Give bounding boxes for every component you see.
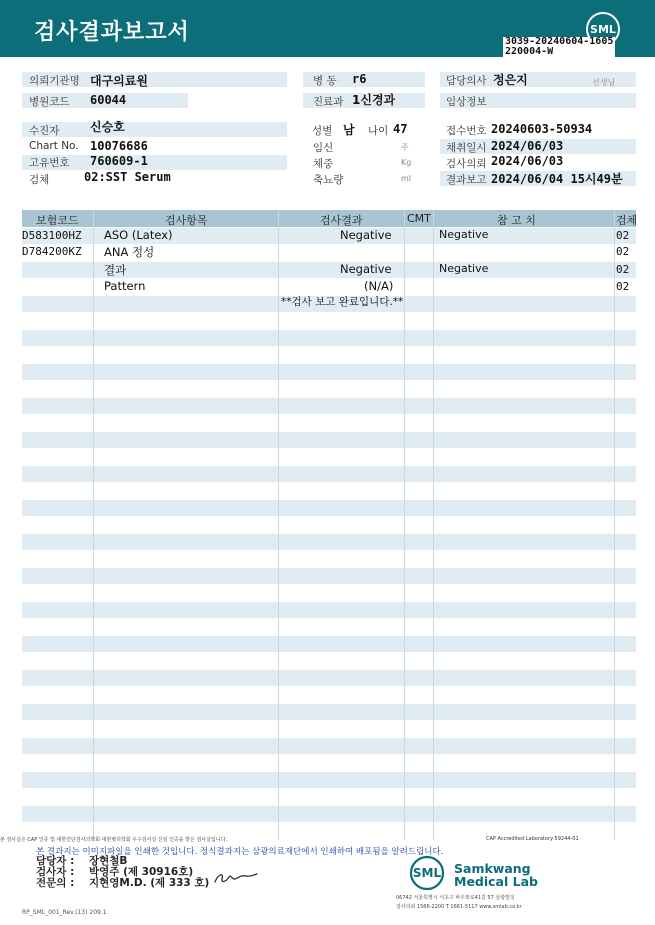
hospital-code-value: 60044 bbox=[90, 93, 127, 107]
sml-logo-text: SML bbox=[590, 23, 616, 36]
table-stripe bbox=[22, 568, 636, 584]
table-stripe bbox=[22, 704, 636, 720]
page-title: 검사결과보고서 bbox=[34, 20, 190, 45]
doctor-suffix: 선생님 bbox=[592, 78, 616, 87]
dept-label: 진료과 bbox=[313, 96, 344, 108]
row-result: Negative bbox=[340, 228, 392, 242]
table-stripe bbox=[22, 330, 636, 346]
row-code: D784200KZ bbox=[22, 245, 82, 258]
ward-value: r6 bbox=[352, 72, 367, 86]
row-item: Pattern bbox=[104, 279, 146, 293]
table-stripe bbox=[22, 636, 636, 652]
hospital-code-label: 병원코드 bbox=[29, 96, 70, 108]
certification-text: 본 검사실은 CAP 인증 및 대한진단검사의학회·대한병리학회 우수검사실 신임 인증을 받은 검사실입니다. bbox=[0, 837, 228, 843]
row-item: ANA 정성 bbox=[104, 245, 155, 259]
clinical-label: 임상정보 bbox=[446, 96, 487, 108]
col-header-code: 보험코드 bbox=[36, 214, 79, 227]
receipt-label: 접수번호 bbox=[446, 125, 487, 137]
specimen-id bbox=[503, 37, 615, 57]
specimen-id-line1: 3039-20240604-1605 bbox=[505, 36, 614, 47]
row-specimen: 02 bbox=[616, 263, 630, 276]
row-specimen: 02 bbox=[616, 280, 630, 293]
receipt-value: 20240603-50934 bbox=[491, 122, 593, 136]
table-stripe bbox=[22, 398, 636, 414]
column-divider bbox=[433, 210, 434, 840]
col-header-result: 검사결과 bbox=[320, 214, 363, 227]
patient-label: 수진자 bbox=[29, 125, 60, 137]
column-divider bbox=[93, 210, 94, 840]
table-stripe bbox=[22, 738, 636, 754]
sex-value: 남 bbox=[343, 123, 355, 137]
row-specimen: 02 bbox=[616, 229, 630, 242]
weight-unit: Kg bbox=[401, 158, 412, 167]
table-stripe bbox=[22, 466, 636, 482]
request-label: 검사의뢰 bbox=[446, 158, 487, 170]
column-divider bbox=[404, 210, 405, 840]
row-result: Negative bbox=[340, 262, 392, 276]
staff-role: 담당자 : bbox=[36, 855, 75, 867]
id-label: 고유번호 bbox=[29, 157, 70, 169]
table-stripe bbox=[22, 364, 636, 380]
row-reference: Negative bbox=[439, 228, 489, 241]
image-print-notice: 본 결과지는 이미지파일을 인쇄한 것입니다. 정식결과지는 삼광의료재단에서 인쇄하여 배포됨을 알려드립니다. bbox=[36, 847, 444, 857]
signature-icon bbox=[212, 868, 260, 886]
patient-value: 신승호 bbox=[90, 120, 125, 134]
patient-row bbox=[22, 122, 287, 137]
doctor-value: 정은지 bbox=[493, 73, 528, 87]
age-label: 나이 bbox=[368, 125, 389, 137]
report-label: 결과보고 bbox=[446, 174, 487, 186]
lab-name-line2: Medical Lab bbox=[454, 874, 538, 889]
row-result: (N/A) bbox=[364, 279, 394, 293]
request-value: 2024/06/03 bbox=[491, 154, 564, 168]
row-item: ASO (Latex) bbox=[104, 228, 173, 242]
chart-no-value: 10076686 bbox=[90, 139, 148, 153]
urine-unit: ml bbox=[401, 174, 412, 183]
lab-address: 06742 서울특별시 서초구 바우뫼로41길 57 삼광빌딩 bbox=[396, 895, 515, 901]
collect-value: 2024/06/03 bbox=[491, 139, 564, 153]
form-code: RP_SML_001_Rev.(13) 209.1 bbox=[22, 909, 107, 916]
specimen-id-line2: 220004-W bbox=[505, 46, 554, 57]
column-divider bbox=[278, 210, 279, 840]
row-code: D583100HZ bbox=[22, 229, 82, 242]
table-stripe bbox=[22, 806, 636, 822]
staff-name: 장현철B bbox=[89, 855, 128, 867]
specimen-value: 02:SST Serum bbox=[84, 170, 171, 184]
pregnancy-label: 임신 bbox=[313, 142, 334, 154]
dept-value: 1신경과 bbox=[352, 93, 396, 107]
column-divider bbox=[614, 210, 615, 840]
table-stripe bbox=[22, 500, 636, 516]
staff-role: 검사자 : bbox=[36, 866, 75, 878]
institution-value: 대구의료원 bbox=[90, 74, 148, 88]
id-value: 760609-1 bbox=[90, 154, 148, 168]
row-item: 결과 bbox=[104, 263, 127, 277]
doctor-label: 담당의사 bbox=[446, 75, 487, 87]
col-header-cmt: CMT bbox=[407, 212, 431, 225]
staff-name: 박영주 (제 30916호) bbox=[89, 866, 194, 878]
staff-name: 지현영M.D. (제 333 호) bbox=[89, 877, 210, 889]
lab-logo-text: SML bbox=[412, 866, 442, 880]
table-stripe bbox=[22, 534, 636, 550]
report-value: 2024/06/04 15시49분 bbox=[491, 172, 623, 186]
row-specimen: 02 bbox=[616, 245, 630, 258]
table-stripe bbox=[22, 772, 636, 788]
pregnancy-unit: 주 bbox=[401, 143, 409, 152]
col-header-reference: 참 고 치 bbox=[497, 214, 536, 227]
report-complete-note: **검사 보고 완료입니다.** bbox=[281, 296, 404, 308]
lab-name-line1: Samkwang bbox=[454, 861, 531, 876]
chart-no-label: Chart No. bbox=[29, 140, 79, 152]
col-header-item: 검사항목 bbox=[165, 214, 208, 227]
urine-label: 축뇨량 bbox=[313, 174, 344, 186]
table-stripe bbox=[22, 670, 636, 686]
staff-role: 전문의 : bbox=[36, 877, 75, 889]
lab-contact: 검사의뢰 1566-2200 T 1661-5117 www.smlab.co.kr bbox=[396, 904, 522, 910]
table-stripe bbox=[22, 602, 636, 618]
samkwang-logo-icon bbox=[405, 855, 450, 891]
age-value: 47 bbox=[393, 122, 408, 136]
institution-label: 의뢰기관명 bbox=[29, 75, 80, 87]
cap-accreditation-text: CAP Accredited Laboratory 59244-01 bbox=[486, 836, 579, 842]
col-header-specimen: 검체 bbox=[616, 214, 638, 227]
lab-name bbox=[454, 862, 538, 888]
table-stripe bbox=[22, 432, 636, 448]
collect-label: 채취일시 bbox=[446, 142, 487, 154]
sex-label: 성별 bbox=[312, 125, 333, 137]
weight-label: 체중 bbox=[313, 158, 334, 170]
row-reference: Negative bbox=[439, 262, 489, 275]
ward-label: 병 동 bbox=[313, 75, 337, 87]
specimen-label: 검체 bbox=[29, 174, 50, 186]
